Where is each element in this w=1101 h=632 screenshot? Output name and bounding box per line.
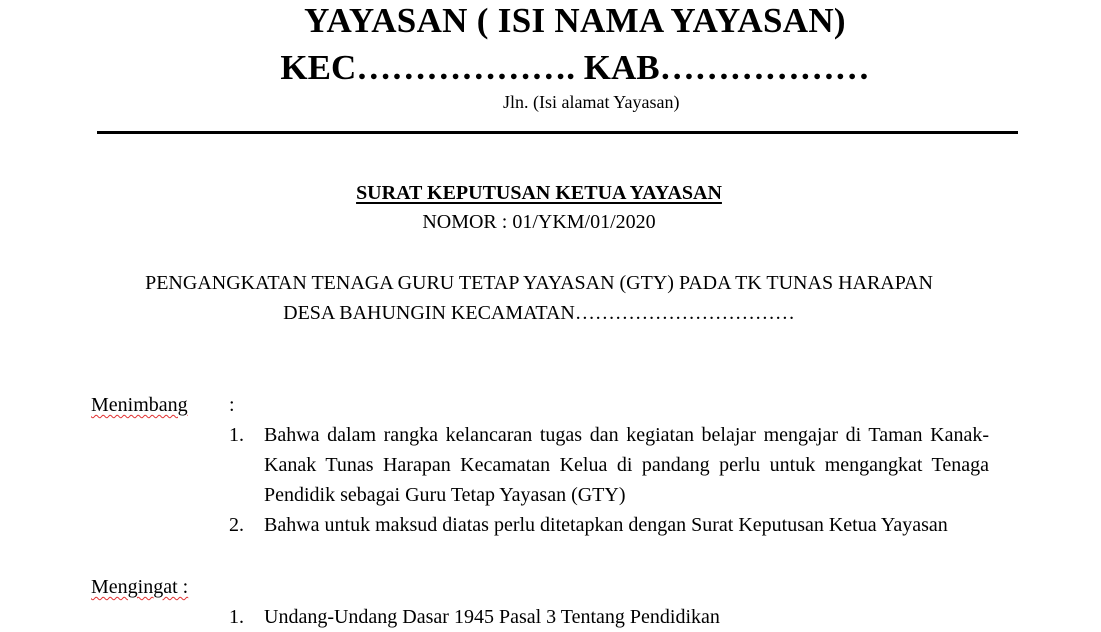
decree-number: NOMOR : 01/YKM/01/2020: [422, 211, 656, 233]
menimbang-item-1-number: 1.: [229, 424, 244, 446]
decree-subject-line-1: PENGANGKATAN TENAGA GURU TETAP YAYASAN (GTY) PADA TK TUNAS HARAPAN: [145, 272, 933, 294]
mengingat-item-1-number: 1.: [229, 606, 244, 628]
menimbang-item-1: Bahwa dalam rangka kelancaran tugas dan kegiatan belajar mengajar di Taman Kanak-Kanak Tunas Harapan Kecamatan Kelua di pandang perlu untuk mengangkat Tenaga Pendidik sebagai Guru Tetap Yayasan (GTY): [264, 424, 989, 506]
menimbang-item-2: Bahwa untuk maksud diatas perlu ditetapkan dengan Surat Keputusan Ketua Yayasan: [264, 514, 948, 536]
menimbang-item-2-number: 2.: [229, 514, 244, 536]
mengingat-label: Mengingat :: [91, 576, 189, 598]
mengingat-item-1: Undang-Undang Dasar 1945 Pasal 3 Tentang Pendidikan: [264, 606, 720, 628]
letterhead-divider: [97, 131, 1018, 134]
organization-region: KEC………………. KAB………………: [280, 48, 870, 87]
decree-title-text: SURAT KEPUTUSAN KETUA YAYASAN: [356, 182, 722, 204]
decree-title: [0, 180, 1078, 206]
decree-subject-line-2: DESA BAHUNGIN KECAMATAN……………………………: [283, 302, 795, 324]
menimbang-label: Menimbang: [91, 394, 188, 416]
organization-address: Jln. (Isi alamat Yayasan): [503, 92, 680, 112]
decree-subject: [120, 268, 958, 328]
menimbang-colon: :: [229, 394, 235, 416]
organization-name: YAYASAN ( ISI NAMA YAYASAN): [304, 1, 846, 40]
